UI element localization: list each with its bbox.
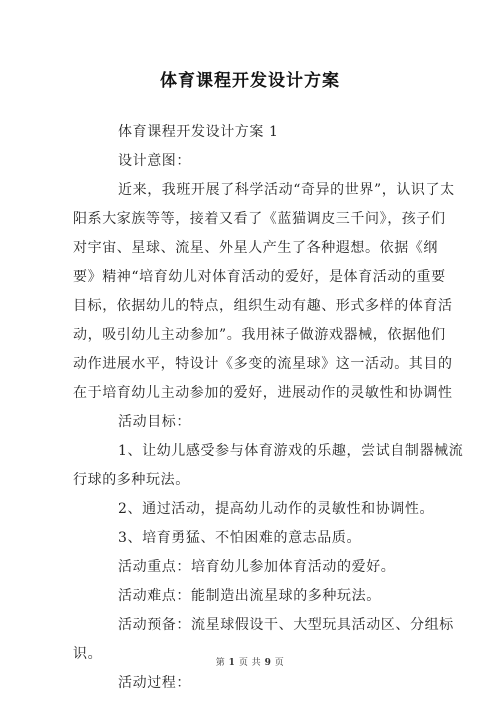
body-line: 2、通过活动，提高幼儿动作的灵敏性和协调性。 xyxy=(118,501,435,517)
footer-suffix: 页 xyxy=(274,658,285,668)
body-line: 活动难点：能制造出流星球的多种玩法。 xyxy=(118,588,381,604)
body-line: 对宇宙、星球、流星、外星人产生了各种遐想。依据《纲 xyxy=(73,240,438,256)
body-line: 目标，依据幼儿的特点，组织生动有趣、形式多样的体育活 xyxy=(73,298,453,314)
body-line: 活动预备：流星球假设干、大型玩具活动区、分组标 xyxy=(118,617,454,633)
body-line: 活动过程： xyxy=(118,675,191,691)
body-line: 动作进展水平，特设计《多变的流星球》这一活动。其目的 xyxy=(73,356,453,372)
body-line: 阳系大家族等等，接着又看了《蓝猫调皮三千问》，孩子们 xyxy=(73,211,446,227)
body-line: 行球的多种玩法。 xyxy=(73,472,190,488)
body-line: 设计意图： xyxy=(118,153,191,169)
document-title: 体育课程开发设计方案 xyxy=(160,71,340,91)
body-line: 要》精神“培育幼儿对体育活动的爱好，是体育活动的重要 xyxy=(73,269,446,285)
body-line: 1、让幼儿感受参与体育游戏的乐趣，尝试自制器械流 xyxy=(118,443,464,459)
body-line: 活动重点：培育幼儿参加体育活动的爱好。 xyxy=(118,559,396,575)
page-footer xyxy=(0,655,500,668)
footer-prefix: 第 xyxy=(215,658,226,668)
body-line: 体育课程开发设计方案 1 xyxy=(118,124,279,140)
body-line: 识。 xyxy=(73,646,103,662)
body-line: 动，吸引幼儿主动参加”。我用袜子做游戏器械，依据他们 xyxy=(73,327,446,343)
body-line: 3、培育勇猛、不怕困难的意志品质。 xyxy=(118,530,362,546)
footer-current-page: 1 xyxy=(228,658,236,668)
body-line: 活动目标： xyxy=(118,414,191,430)
footer-middle: 页 共 xyxy=(238,658,262,668)
body-line: 在于培育幼儿主动参加的爱好，进展动作的灵敏性和协调性 xyxy=(73,385,453,401)
footer-total-pages: 9 xyxy=(264,658,272,668)
body-line: 近来，我班开展了科学活动“奇异的世界”，认识了太 xyxy=(118,182,455,198)
